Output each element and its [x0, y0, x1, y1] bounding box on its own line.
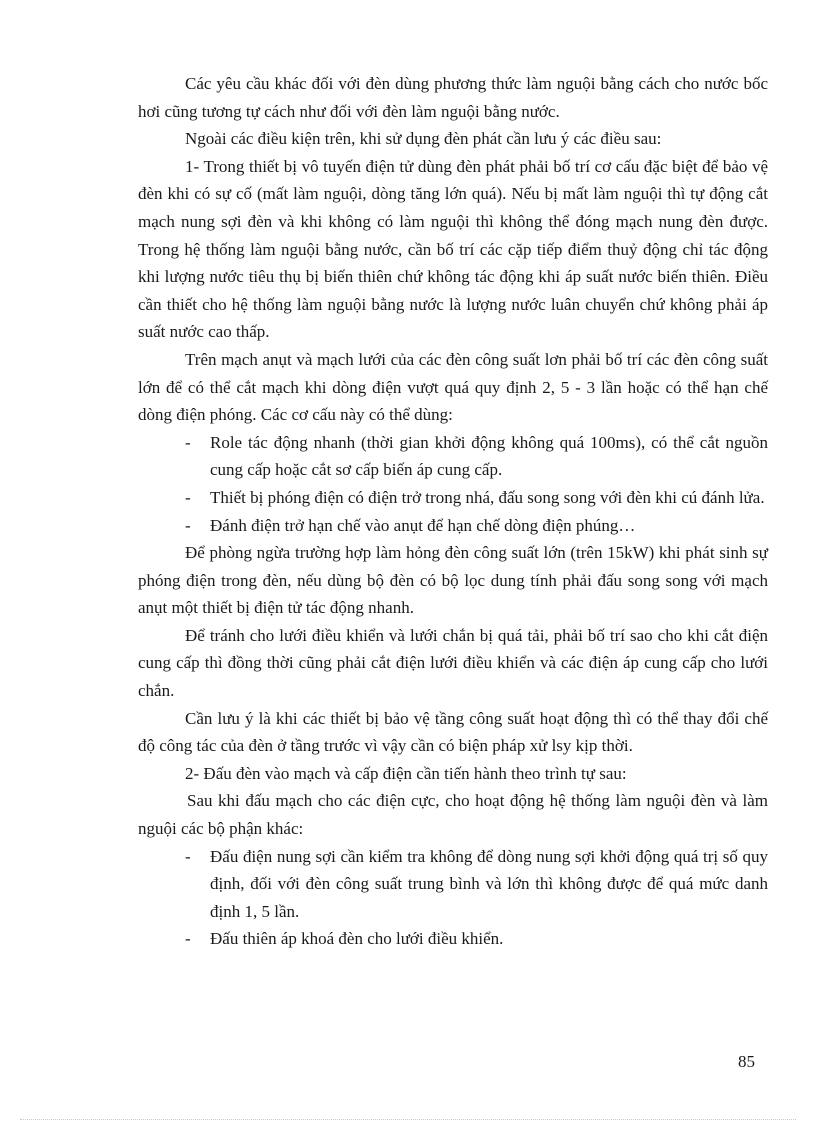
list-item-text: Đánh điện trở hạn chế vào anụt để hạn chế dòng điện phúng…: [210, 515, 636, 535]
list-item: [138, 925, 768, 953]
paragraph-7: Cần lưu ý là khi các thiết bị bảo vệ tầng công suất hoạt động thì có thể thay đổi chế độ công tác của đèn ở tầng trước vì vậy cần có biện pháp xử lsy kịp thời.: [138, 708, 768, 756]
paragraph-5: Để phòng ngừa trường hợp làm hỏng đèn công suất lớn (trên 15kW) khi phát sinh sự phóng điện trong đèn, nếu dùng bộ đèn có bộ lọc dung tính phải đấu song song với mạch anụt một thiết bị điện tử tác động nhanh.: [138, 543, 768, 618]
list-marker: -: [185, 487, 191, 507]
list-marker: -: [185, 929, 191, 949]
list-item: [138, 429, 768, 484]
paragraph-1: Các yêu cầu khác đối với đèn dùng phương thức làm nguội bằng cách cho nước bốc hơi cũng tương tự cách như đối với đèn làm nguội bằng nước.: [138, 74, 768, 121]
list-item: [138, 484, 768, 512]
paragraph-8: 2- Đấu đèn vào mạch và cấp điện cần tiến hành theo trình tự sau:: [185, 763, 627, 783]
footer-divider: [20, 1119, 796, 1120]
list-item-text: Role tác động nhanh (thời gian khởi động không quá 100ms), có thể cắt nguồn cung cấp hoặc cắt sơ cấp biến áp cung cấp.: [210, 432, 768, 480]
list-item-text: Đấu thiên áp khoá đèn cho lưới điều khiển.: [210, 929, 504, 949]
paragraph-4: Trên mạch anụt và mạch lưới của các đèn công suất lơn phải bố trí các đèn công suất lớn để có thể cắt mạch khi dòng điện vượt quá quy định 2, 5 - 3 lần hoặc có thể hạn chế dòng điện phóng. Các cơ cấu này có thể dùng:: [138, 349, 768, 425]
paragraph-2: Ngoài các điều kiện trên, khi sử dụng đèn phát cần lưu ý các điều sau:: [185, 129, 662, 149]
paragraph-3: 1- Trong thiết bị vô tuyến điện tử dùng đèn phát phải bố trí cơ cấu đặc biệt để bảo vệ đèn khi có sự cố (mất làm nguội, dòng tăng lớn quá). Nếu bị mất làm nguội thì tự động cắt mạch nung sợi đèn và khi không có làm nguội thì không thể đóng mạch nung đèn được. Trong hệ thống làm nguội bằng nước, cần bố trí các cặp tiếp điểm thuỷ động chỉ tác động khi lượng nước tiêu thụ bị biến thiên chứ không tác động khi áp suất nước biến thiên. Điều cần thiết cho hệ thống làm nguội bằng nước là lượng nước luân chuyển chứ không phải áp suất nước cao thấp.: [138, 156, 768, 342]
list-marker: -: [185, 432, 191, 452]
list-marker: -: [185, 515, 191, 535]
list-marker: -: [185, 846, 191, 866]
paragraph-6: Để tránh cho lưới điều khiển và lưới chắn bị quá tải, phải bố trí sao cho khi cắt điện cung cấp thì đồng thời cũng phải cắt điện lưới điều khiển và các điện áp cung cấp cho lưới chắn.: [138, 625, 768, 701]
list-item-text: Đấu điện nung sợi cần kiểm tra không để dòng nung sợi khởi động quá trị số quy định, đối với đèn công suất trung bình và lớn thì không được để quá mức danh định 1, 5 lần.: [210, 846, 768, 921]
list-item-text: Thiết bị phóng điện có điện trở trong nhá, đấu song song với đèn khi cú đánh lửa.: [210, 487, 765, 507]
list-item: [138, 512, 768, 540]
list-item: [138, 843, 768, 926]
page-number: 85: [738, 1052, 755, 1071]
paragraph-9: Sau khi đấu mạch cho các điện cực, cho hoạt động hệ thống làm nguội đèn và làm nguội các bộ phận khác:: [138, 791, 768, 839]
page-body: [138, 70, 768, 953]
